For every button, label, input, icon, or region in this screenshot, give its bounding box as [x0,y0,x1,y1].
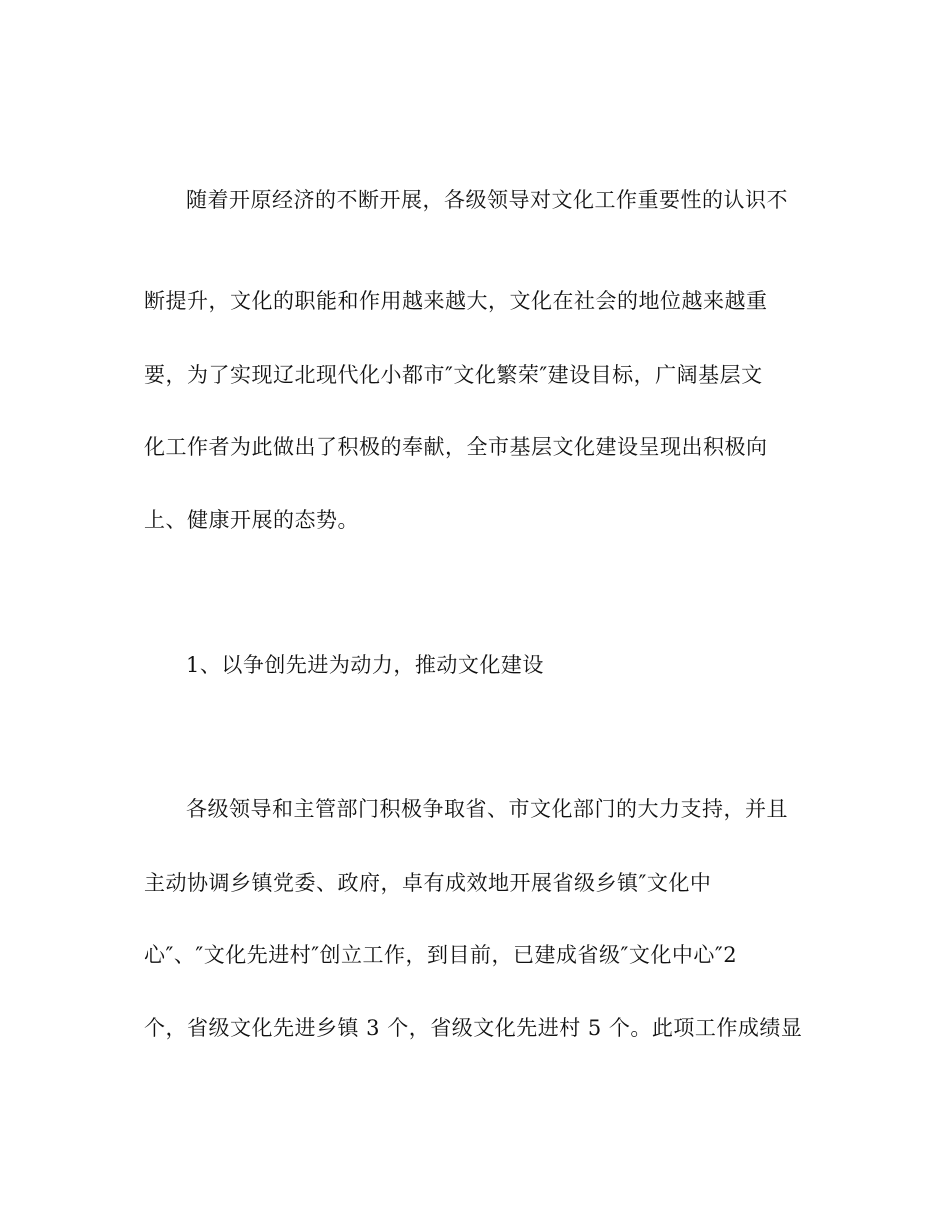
paragraph-1-line-2: 断提升，文化的职能和作用越来越大，文化在社会的地位越来越重 [144,289,768,313]
paragraph-1-line-4: 化工作者为此做出了积极的奉献，全市基层文化建设呈现出积极向 [144,435,768,459]
section-heading: 1、以争创先进为动力，推动文化建设 [186,653,544,677]
paragraph-2-line-3: 心″、″文化先进村″创立工作，到目前，已建成省级″文化中心″2 [144,943,738,967]
paragraph-2-line-2: 主动协调乡镇党委、政府，卓有成效地开展省级乡镇″文化中 [144,871,712,895]
paragraph-1-line-1: 随着开原经济的不断开展，各级领导对文化工作重要性的认识不 [186,188,788,212]
paragraph-1-line-3: 要，为了实现辽北现代化小都市″文化繁荣″建设目标，广阔基层文 [144,363,763,387]
paragraph-2-line-1: 各级领导和主管部门积极争取省、市文化部门的大力支持，并且 [186,797,788,821]
paragraph-1-line-5: 上、健康开展的态势。 [144,508,359,532]
paragraph-2-line-4: 个，省级文化先进乡镇 3 个，省级文化先进村 5 个。此项工作成绩显 [144,1016,803,1040]
